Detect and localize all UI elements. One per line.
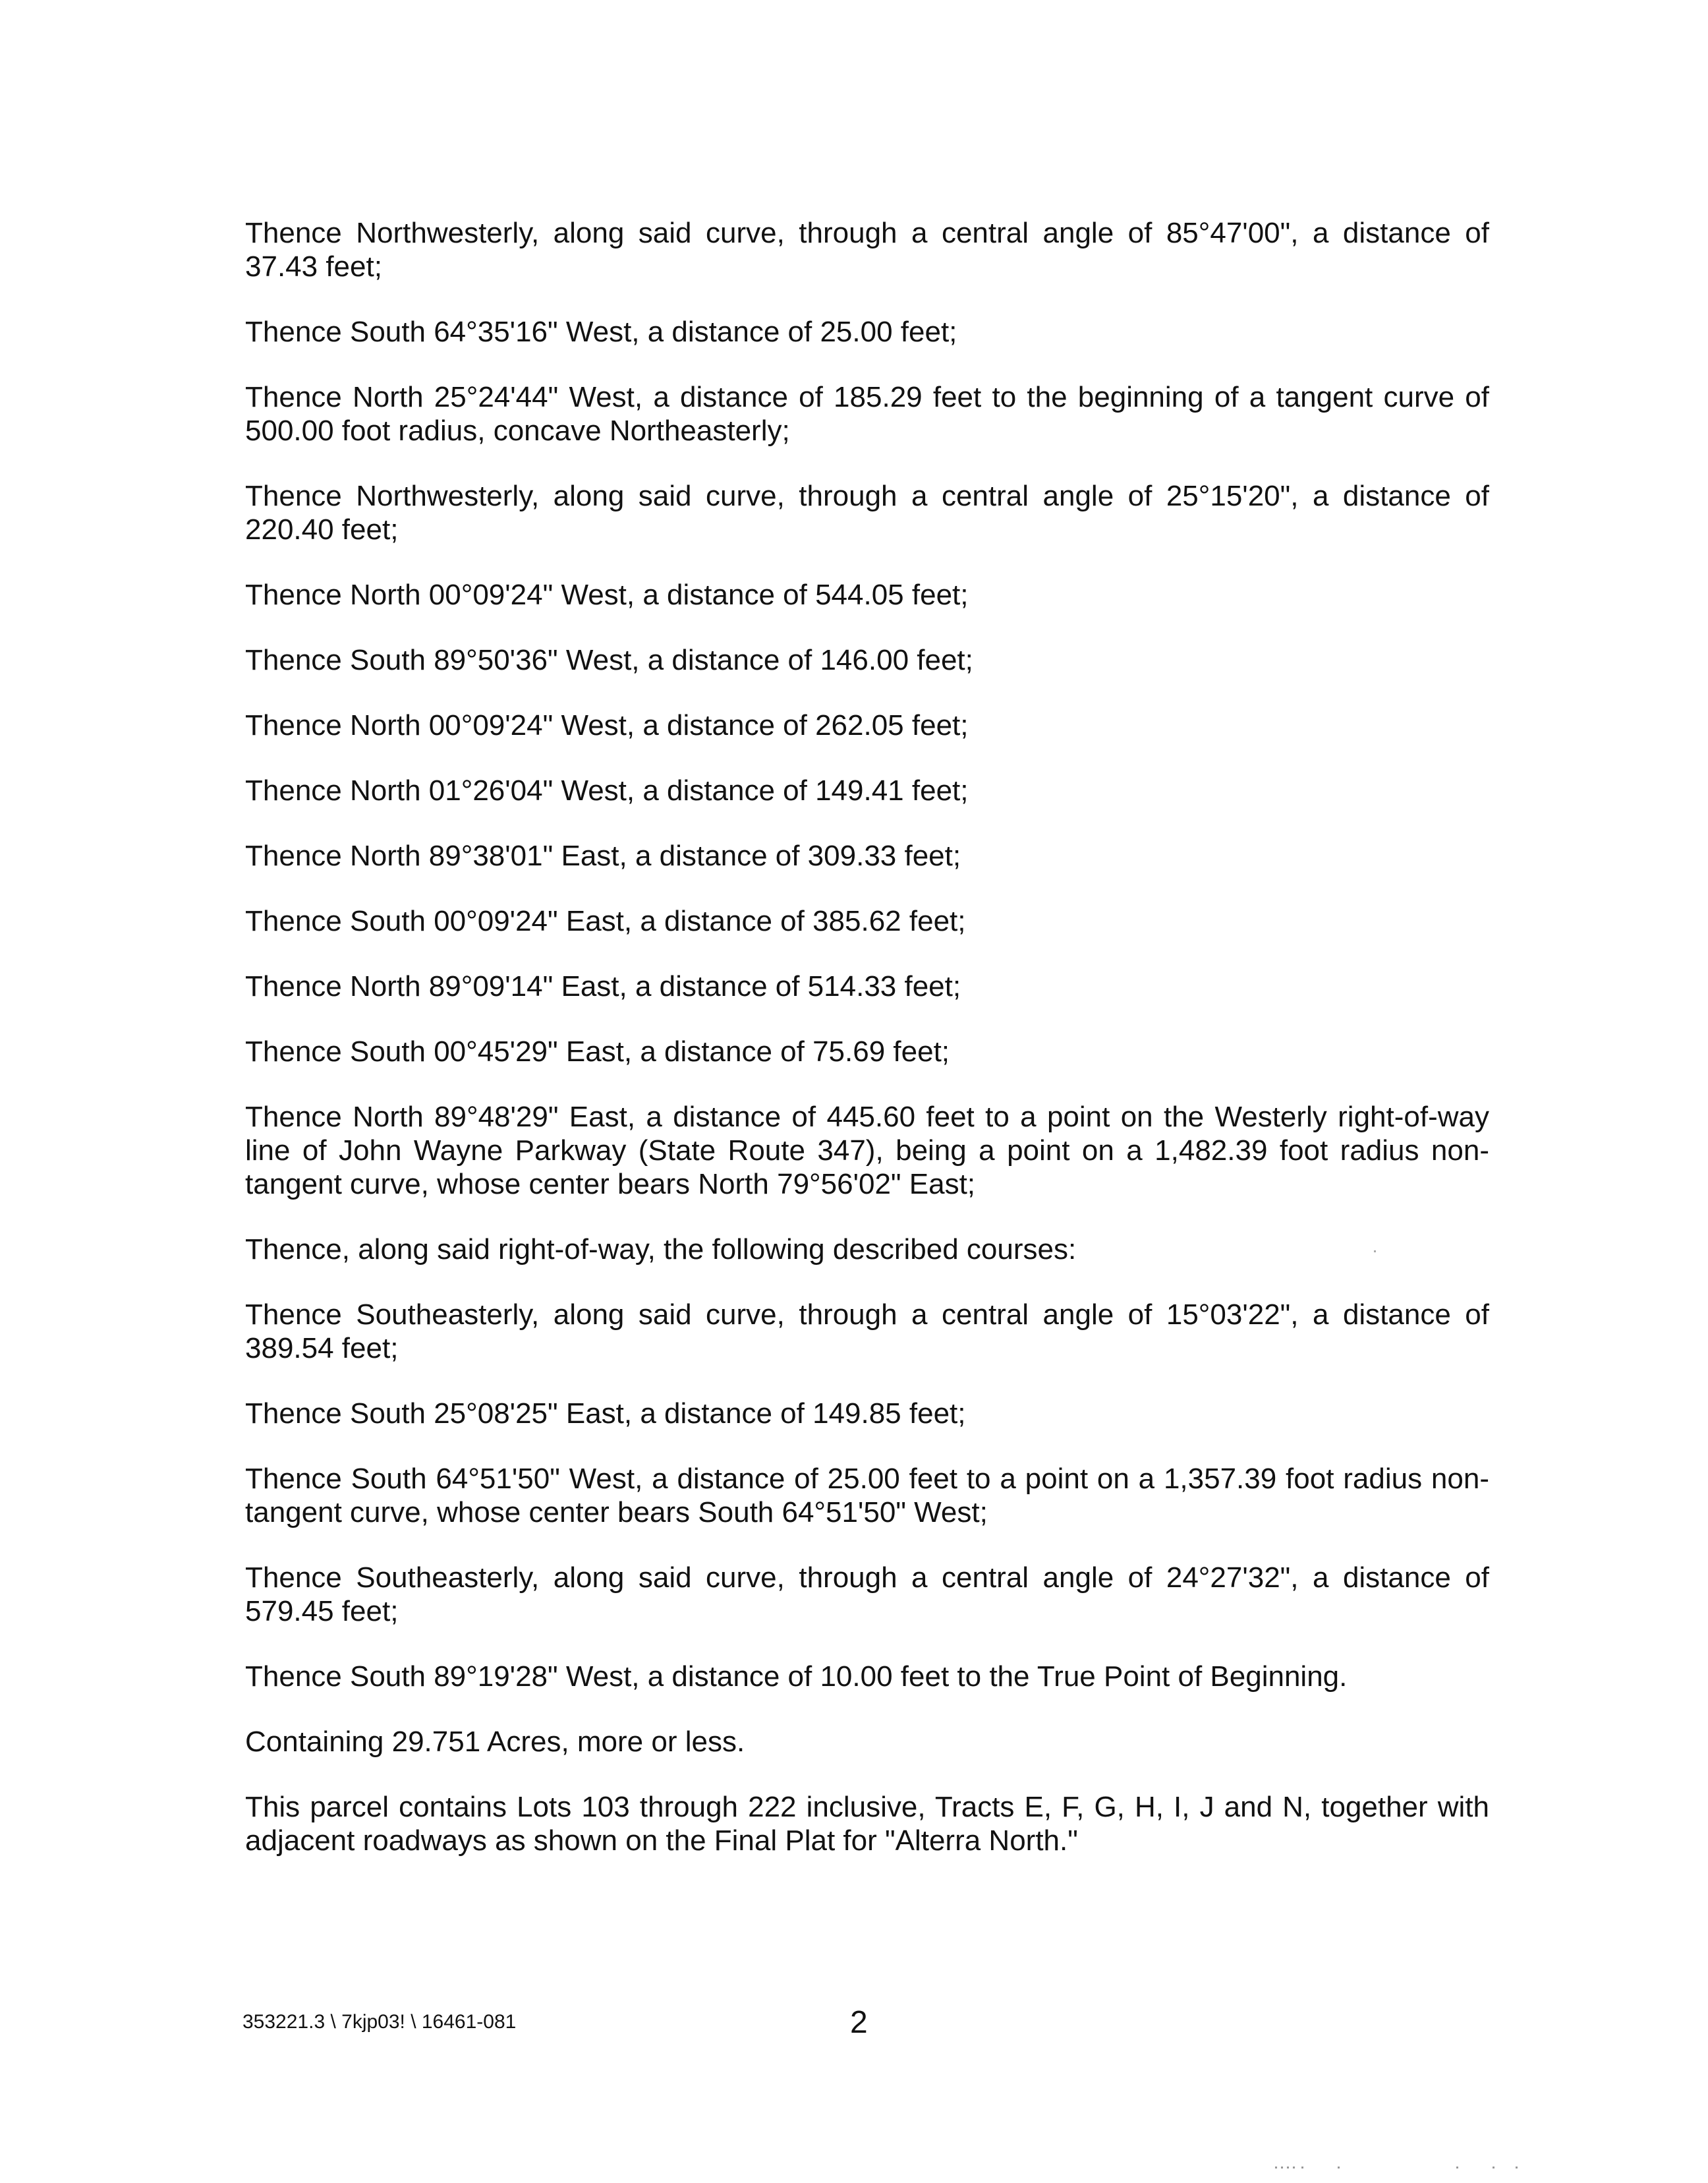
paragraph: Thence North 00°09'24" West, a distance of 544.05 feet; xyxy=(245,579,969,611)
paragraph: Thence Northwesterly, along said curve, through a central angle of 85°47'00", a distance of 37.43 feet; xyxy=(245,217,1489,283)
scan-dot xyxy=(1456,2167,1458,2168)
page-number: 2 xyxy=(850,2005,868,2040)
scan-dot xyxy=(1516,2167,1518,2168)
paragraph: Thence Southeasterly, along said curve, through a central angle of 24°27'32", a distance of 579.45 feet; xyxy=(245,1561,1489,1627)
paragraph: Thence North 25°24'44" West, a distance of 185.29 feet to the beginning of a tangent curve of 500.00 foot radius, concave Northeasterly; xyxy=(245,381,1489,447)
legal-description-body xyxy=(245,216,1489,1889)
paragraph: Thence North 00°09'24" West, a distance of 262.05 feet; xyxy=(245,709,969,742)
paragraph: Thence South 00°45'29" East, a distance of 75.69 feet; xyxy=(245,1035,950,1068)
scan-dot xyxy=(1493,2167,1494,2168)
paragraph: Thence North 89°38'01" East, a distance of 309.33 feet; xyxy=(245,840,961,872)
scan-dot xyxy=(1281,2167,1283,2168)
paragraph: Thence South 64°35'16" West, a distance of 25.00 feet; xyxy=(245,316,957,348)
paragraph: Thence Northwesterly, along said curve, through a central angle of 25°15'20", a distance of 220.40 feet; xyxy=(245,480,1489,546)
paragraph: Thence South 25°08'25" East, a distance of 149.85 feet; xyxy=(245,1397,966,1430)
scan-dot xyxy=(1338,2167,1340,2168)
paragraph: Thence North 01°26'04" West, a distance of 149.41 feet; xyxy=(245,774,969,807)
paragraph: Thence South 89°50'36" West, a distance of 146.00 feet; xyxy=(245,644,973,676)
scan-dot xyxy=(1287,2167,1289,2168)
paragraph: Containing 29.751 Acres, more or less. xyxy=(245,1726,745,1758)
scan-dot xyxy=(1293,2167,1295,2168)
paragraph: This parcel contains Lots 103 through 222 inclusive, Tracts E, F, G, H, I, J and N, together with adjacent roadways as shown on the Final Plat for "Alterra North." xyxy=(245,1791,1489,1857)
paragraph: Thence Southeasterly, along said curve, through a central angle of 15°03'22", a distance of 389.54 feet; xyxy=(245,1298,1489,1364)
paragraph: Thence South 64°51'50" West, a distance of 25.00 feet to a point on a 1,357.39 foot radius non-tangent curve, whose center bears South 64°51'50" West; xyxy=(245,1463,1489,1528)
paragraph: Thence South 00°09'24" East, a distance of 385.62 feet; xyxy=(245,905,966,937)
paragraph: Thence North 89°09'14" East, a distance of 514.33 feet; xyxy=(245,970,961,1003)
document-id: 353221.3 \ 7kjp03! \ 16461-081 xyxy=(242,2011,517,2033)
paragraph: Thence, along said right-of-way, the following described courses: xyxy=(245,1233,1077,1266)
paragraph: Thence North 89°48'29" East, a distance of 445.60 feet to a point on the Westerly right-of-way line of John Wayne Parkway (State Route 347), being a point on a 1,482.39 foot radius non-tangent curve, whose center bears North 79°56'02" East; xyxy=(245,1101,1489,1200)
scan-dot xyxy=(1275,2167,1277,2168)
scan-speck xyxy=(1374,1250,1376,1252)
scan-dot xyxy=(1301,2167,1303,2168)
paragraph: Thence South 89°19'28" West, a distance of 10.00 feet to the True Point of Beginning. xyxy=(245,1660,1348,1693)
